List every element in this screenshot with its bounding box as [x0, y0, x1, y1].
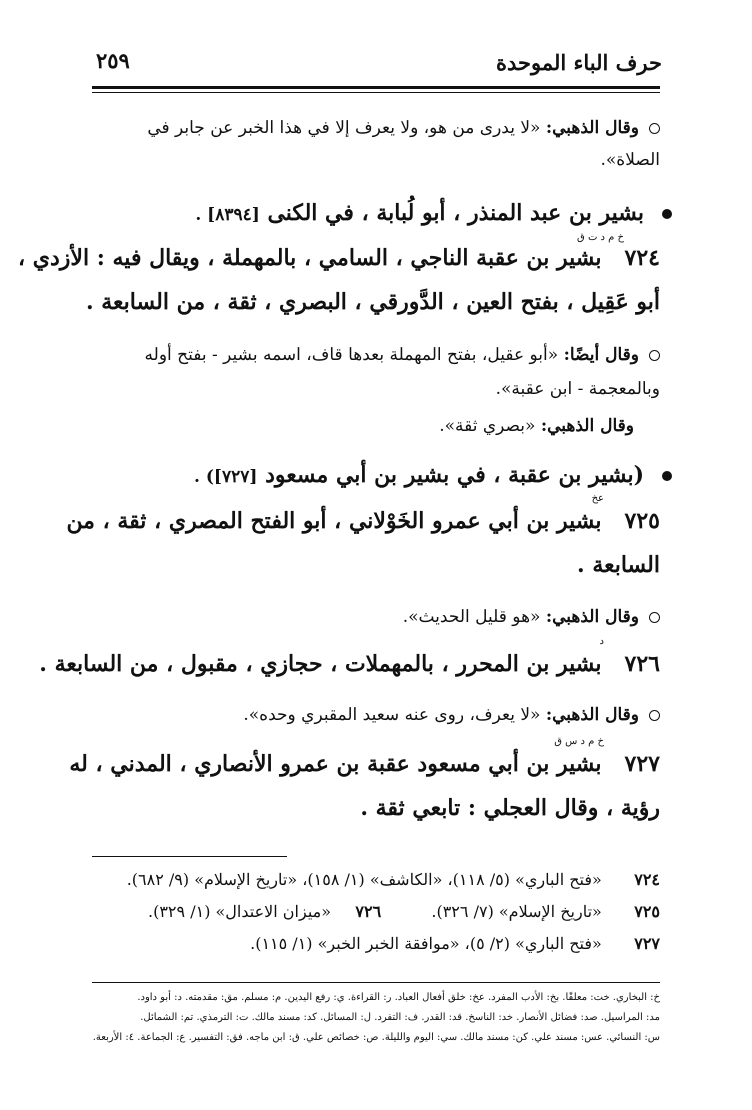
footnote-725-726 — [92, 902, 660, 921]
cross-reference — [92, 200, 672, 226]
note-text: «أبو عقيل، بفتح المهملة بعدها قاف، اسمه بشير - بفتح أوله — [144, 345, 559, 365]
note-line — [92, 705, 660, 725]
abbreviation-line: مد: المراسيل. صد: فضائل الأنصار. خد: الناسخ. قد: القدر. ف: التفرد. ل: المسائل. كد: مسند مالك. ت: الترمذي. تم: الشمائل. — [140, 1012, 660, 1023]
header-rule-thick — [92, 86, 660, 89]
footnote-text: «فتح الباري» (٥/ ١١٨)، «الكاشف» (١/ ١٥٨)، «تاريخ الإسلام» (٩/ ٦٨٢). — [126, 870, 602, 889]
entry-number: ٧٢٦ — [624, 651, 660, 677]
entry-sigla: عخ — [591, 493, 604, 504]
entry-text: بشير بن أبي عمرو الخَوْلاني ، أبو الفتح المصري ، ثقة ، من — [66, 508, 602, 534]
entry-726-line1 — [39, 651, 660, 677]
note-label: وقال الذهبي: — [545, 118, 639, 138]
header-rule-thin — [92, 92, 660, 93]
entry-725-line2: السابعة . — [577, 552, 660, 578]
entry-sigla: خ م د ت ق — [577, 232, 624, 243]
entry-text: بشير بن أبي مسعود عقبة بن عمرو الأنصاري ، المدني ، له — [69, 751, 602, 777]
footnote-number: ٧٢٧ — [634, 934, 660, 953]
note-line — [92, 416, 634, 436]
note-label: وقال الذهبي: — [540, 416, 634, 436]
chapter-title: حرف الباء الموحدة — [495, 50, 662, 75]
circle-marker-icon — [649, 710, 660, 721]
footnote-number: ٧٢٦ — [355, 902, 382, 921]
cross-reference-text: (بشير بن عقبة ، في بشير بن أبي مسعود — [265, 462, 644, 488]
note-label: وقال أيضًا: — [563, 345, 639, 365]
note-text: «لا يعرف، روى عنه سعيد المقبري وحده». — [243, 705, 541, 725]
note-line — [92, 118, 660, 138]
entry-sigla: د — [599, 636, 604, 647]
note-line: وبالمعجمة - ابن عقبة». — [495, 379, 660, 399]
note-line — [92, 607, 660, 627]
footnote-text: «فتح الباري» (٢/ ٥)، «موافقة الخبر الخبر» (١/ ١١٥). — [250, 934, 602, 953]
abbreviation-separator — [92, 982, 660, 983]
footnote-number: ٧٢٥ — [634, 902, 660, 921]
cross-reference-number: [٧٢٧]) . — [194, 467, 258, 487]
note-text: «هو قليل الحديث». — [402, 607, 541, 627]
cross-reference-text: بشير بن عبد المنذر ، أبو لُبابة ، في الكنى — [267, 200, 644, 226]
entry-725-line1 — [66, 508, 660, 534]
entry-724-line1 — [18, 245, 660, 271]
bullet-dot-icon — [662, 471, 672, 481]
entry-727-line2: رؤية ، وقال العجلي : تابعي ثقة . — [360, 795, 660, 821]
entry-number: ٧٢٤ — [624, 245, 660, 271]
note-text: «بصري ثقة». — [439, 416, 536, 436]
entry-text: بشير بن المحرر ، بالمهملات ، حجازي ، مقبول ، من السابعة . — [39, 651, 602, 677]
note-label: وقال الذهبي: — [545, 607, 639, 627]
entry-number: ٧٢٧ — [624, 751, 660, 777]
note-line — [92, 345, 660, 365]
footnote-text: «تاريخ الإسلام» (٧/ ٣٢٦). — [431, 902, 602, 921]
note-line: الصلاة». — [600, 150, 660, 170]
footnote-text: «ميزان الاعتدال» (١/ ٣٢٩). — [148, 902, 332, 921]
abbreviation-line: س: النسائي. عس: مسند علي. كن: مسند مالك. سي: اليوم والليلة. ص: خصائص علي. ق: ابن ماجه. فق: التفسير. ع: الجماعة. ٤: الأربعة. — [92, 1032, 660, 1043]
circle-marker-icon — [649, 612, 660, 623]
note-text: «لا يدرى من هو، ولا يعرف إلا في هذا الخبر عن جابر في — [147, 118, 541, 138]
cross-reference-number: [٨٣٩٤] . — [195, 205, 260, 225]
footnote-number: ٧٢٤ — [634, 870, 660, 889]
abbreviation-line: خ: البخاري. خت: معلقًا. بخ: الأدب المفرد. عخ: خلق أفعال العباد. ر: القراءة. ي: رفع اليدين. م: مسلم. مق: مقدمته. د: أبو داود. — [137, 992, 660, 1003]
footnote-724 — [92, 870, 660, 889]
cross-reference — [92, 462, 672, 488]
note-label: وقال الذهبي: — [545, 705, 639, 725]
page-number: ٢٥٩ — [96, 48, 130, 73]
bullet-dot-icon — [662, 209, 672, 219]
entry-sigla: خ م د س ق — [554, 736, 604, 747]
circle-marker-icon — [649, 123, 660, 134]
entry-727-line1 — [69, 751, 660, 777]
footnote-separator — [92, 856, 287, 857]
circle-marker-icon — [649, 350, 660, 361]
entry-724-line2: أبو عَقِيل ، بفتح العين ، الدَّورقي ، البصري ، ثقة ، من السابعة . — [85, 289, 660, 315]
entry-text: بشير بن عقبة الناجي ، السامي ، بالمهملة ، ويقال فيه : الأزدي ، — [18, 245, 602, 271]
entry-number: ٧٢٥ — [624, 508, 660, 534]
footnote-727 — [92, 934, 660, 953]
